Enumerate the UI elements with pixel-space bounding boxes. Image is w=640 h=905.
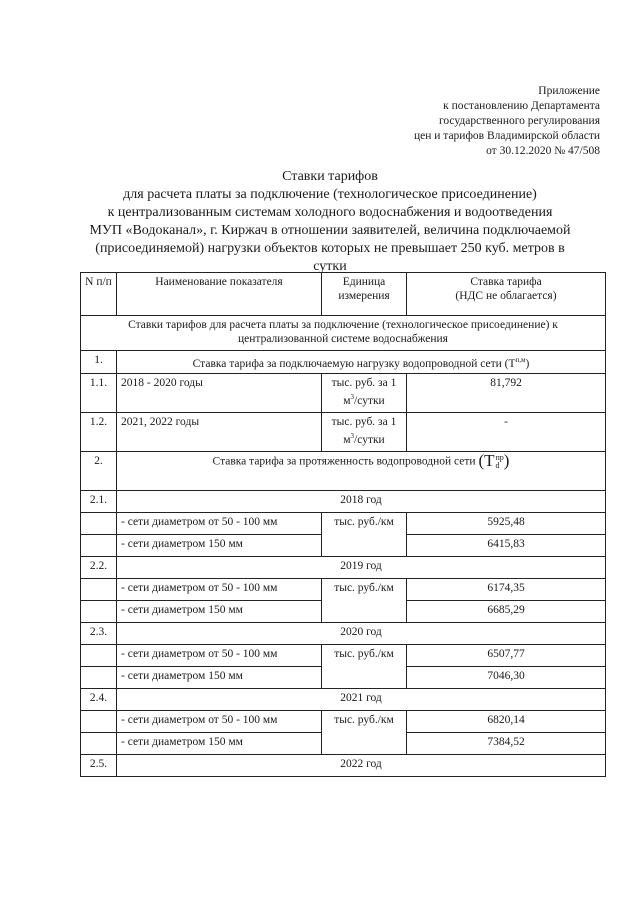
row-unit: [322, 412, 407, 451]
row-title-sup: п,м: [515, 356, 526, 364]
title-line: сутки: [313, 259, 347, 274]
table-row: [81, 512, 606, 534]
annex-block: [340, 84, 600, 159]
row-unit: тыс. руб./км: [322, 578, 407, 622]
row-rate: 6820,14: [407, 710, 606, 732]
header-num: N п/п: [81, 273, 117, 316]
year-label: 2020 год: [117, 622, 606, 644]
row-name: 2021, 2022 годы: [117, 412, 322, 451]
row-unit-b-wrap: [326, 429, 402, 447]
row-name: - сети диаметром от 50 - 100 мм: [117, 578, 322, 600]
row-rate: 6507,77: [407, 644, 606, 666]
row-unit-sup: 3: [350, 431, 355, 440]
year-label: 2019 год: [117, 556, 606, 578]
row-unit-a: тыс. руб. за 1: [331, 415, 397, 428]
annex-line: Приложение: [538, 85, 600, 97]
row-num-empty: [81, 534, 117, 556]
tariff-symbol: (Tпр d ): [478, 450, 510, 470]
row-unit-b: м: [343, 433, 351, 446]
tariff-symbol-sup: пр: [495, 452, 504, 462]
row-num: 1.: [81, 351, 117, 374]
header-name: Наименование показателя: [117, 273, 322, 316]
table-row: [81, 710, 606, 732]
row-num: 1.2.: [81, 412, 117, 451]
row-unit-c: /сутки: [354, 433, 385, 446]
row-name: - сети диаметром 150 мм: [117, 534, 322, 556]
table-row: [81, 373, 606, 412]
row-num: 2.2.: [81, 556, 117, 578]
row-num-empty: [81, 710, 117, 732]
row-rate: 81,792: [407, 373, 606, 412]
row-num-empty: [81, 600, 117, 622]
row-rate: -: [407, 412, 606, 451]
row-rate: 7046,30: [407, 666, 606, 688]
table-row: [81, 351, 606, 374]
header-rate: [407, 273, 606, 316]
row-unit-b-wrap: [326, 390, 402, 408]
row-rate: 6174,35: [407, 578, 606, 600]
row-name: - сети диаметром от 50 - 100 мм: [117, 512, 322, 534]
table-row: [81, 451, 606, 490]
annex-line: государственного регулирования: [438, 115, 600, 127]
year-row: [81, 490, 606, 512]
title-line: (присоединяемой) нагрузки объектов которых не превышает 250 куб. метров в: [95, 241, 565, 256]
title-line: для расчета платы за подключение (технологическое присоединение): [123, 187, 537, 202]
row-name: - сети диаметром 150 мм: [117, 600, 322, 622]
row-name: - сети диаметром от 50 - 100 мм: [117, 644, 322, 666]
row-rate: 7384,52: [407, 732, 606, 754]
row-unit-c: /сутки: [354, 394, 385, 407]
row-num: 2.5.: [81, 754, 117, 776]
row-title-text: Ставка тарифа за подключаемую нагрузку водопроводной сети (Т: [192, 357, 516, 370]
row-rate: 5925,48: [407, 512, 606, 534]
row-unit-b: м: [343, 394, 351, 407]
annex-line: к постановлению Департамента: [443, 100, 600, 112]
row-title: [117, 351, 606, 374]
year-row: [81, 622, 606, 644]
document-title: [60, 168, 600, 276]
row-name: - сети диаметром 150 мм: [117, 666, 322, 688]
title-line: к централизованным системам холодного водоснабжения и водоотведения: [107, 205, 553, 220]
row-num-empty: [81, 644, 117, 666]
year-row: [81, 556, 606, 578]
row-num: 2.1.: [81, 490, 117, 512]
table-row: [81, 578, 606, 600]
row-num-empty: [81, 512, 117, 534]
row-num: 2.3.: [81, 622, 117, 644]
row-rate: 6415,83: [407, 534, 606, 556]
tariff-table: [80, 272, 606, 777]
row-name: - сети диаметром 150 мм: [117, 732, 322, 754]
annex-line: цен и тарифов Владимирской области: [413, 130, 600, 142]
row-unit-sup: 3: [350, 392, 355, 401]
tariff-symbol-index: [496, 454, 504, 470]
tariff-symbol-letter: T: [484, 450, 495, 470]
row-title-text: Ставка тарифа за протяженность водопроводной сети: [212, 455, 476, 468]
title-line: Ставки тарифов: [282, 169, 378, 184]
year-row: [81, 754, 606, 776]
section-title: Ставки тарифов для расчета платы за подключение (технологическое присоединение) к централизованной системе водоснабжения: [81, 316, 606, 351]
row-num: 2.: [81, 451, 117, 490]
annex-line: от 30.12.2020 № 47/508: [486, 145, 600, 157]
row-num: 1.1.: [81, 373, 117, 412]
title-line: МУП «Водоканал», г. Киржач в отношении заявителей, величина подключаемой: [89, 223, 571, 238]
table-row: [81, 412, 606, 451]
year-label: 2018 год: [117, 490, 606, 512]
row-unit: тыс. руб./км: [322, 512, 407, 556]
row-unit: [322, 373, 407, 412]
row-num: 2.4.: [81, 688, 117, 710]
year-label: 2022 год: [117, 754, 606, 776]
row-unit: тыс. руб./км: [322, 644, 407, 688]
row-name: 2018 - 2020 годы: [117, 373, 322, 412]
section-row: [81, 316, 606, 351]
header-unit: Единица измерения: [322, 273, 407, 316]
year-label: 2021 год: [117, 688, 606, 710]
header-rate-line1: Ставка тарифа: [470, 276, 542, 288]
row-num-empty: [81, 578, 117, 600]
row-name: - сети диаметром от 50 - 100 мм: [117, 710, 322, 732]
row-unit: тыс. руб./км: [322, 710, 407, 754]
header-rate-line2: (НДС не облагается): [455, 290, 557, 302]
table-row: [81, 644, 606, 666]
row-rate: 6685,29: [407, 600, 606, 622]
year-row: [81, 688, 606, 710]
tariff-symbol-sub: d: [495, 460, 500, 470]
row-title-close: ): [525, 357, 530, 370]
table-header-row: [81, 273, 606, 316]
row-num-empty: [81, 732, 117, 754]
row-unit-a: тыс. руб. за 1: [331, 376, 397, 389]
row-num-empty: [81, 666, 117, 688]
row-title: [117, 451, 606, 490]
